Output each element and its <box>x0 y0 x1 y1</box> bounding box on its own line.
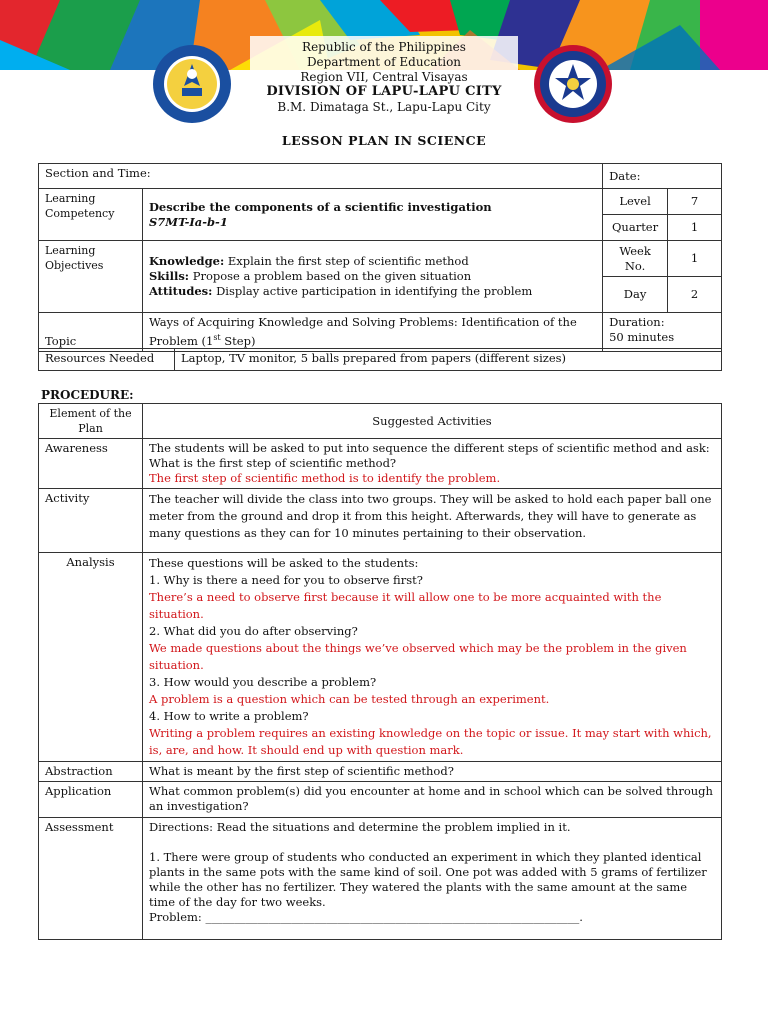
attitudes-label: Attitudes: <box>148 284 213 298</box>
header-division: DIVISION OF LAPU-LAPU CITY <box>266 84 502 99</box>
procedure-table <box>38 403 722 940</box>
level-value: 7 <box>668 189 722 215</box>
assessment-directions: Directions: Read the situations and determine the problem implied in it. <box>149 820 571 834</box>
awareness-label: Awareness <box>39 439 143 489</box>
assessment-item-1: 1. There were group of students who conducted an experiment in which they planted identical plants in the same pots with the same kind of soil. One pot was added with 5 grams of fertilizer while the other has no fertilizer. They watered the plants with the same amount at the same time of the day for two weeks. <box>149 850 707 909</box>
competency-code: S7MT-Ia-b-1 <box>148 214 228 229</box>
analysis-answer-3: A problem is a question which can be tested through an experiment. <box>149 692 550 706</box>
header-region: Region VII, Central Visayas <box>300 70 468 84</box>
problem-label: Problem: <box>149 910 206 924</box>
assessment-label: Assessment <box>39 818 143 940</box>
day-value: 2 <box>668 277 722 313</box>
awareness-cell <box>143 439 722 489</box>
activity-text: The teacher will divide the class into two groups. They will be asked to hold each paper ball one meter from the ground and drop it from this height. Afterwards, they will have to generate as many questions as they can for 10 minutes pertaining to their observation. <box>143 489 722 553</box>
header-republic: Republic of the Philippines <box>302 40 466 54</box>
analysis-intro: These questions will be asked to the students: <box>149 556 419 570</box>
competency-text: Describe the components of a scientific investigation <box>148 199 492 214</box>
analysis-question-2: 2. What did you do after observing? <box>149 624 358 638</box>
assessment-cell <box>143 818 722 940</box>
competency-label: Learning Competency <box>39 189 143 241</box>
day-label: Day <box>603 277 668 313</box>
awareness-answer: The first step of scientific method is to identify the problem. <box>149 471 501 485</box>
topic-sup: st <box>213 333 221 342</box>
analysis-question-1: 1. Why is there a need for you to observe first? <box>149 573 423 587</box>
lesson-info-table <box>38 163 722 352</box>
problem-blank: _________________________________________________________________. <box>205 910 583 924</box>
abstraction-text: What is meant by the first step of scientific method? <box>143 762 722 782</box>
skills-label: Skills: <box>148 269 190 283</box>
topic-cell <box>142 313 602 352</box>
page-title: LESSON PLAN IN SCIENCE <box>281 133 487 148</box>
competency-cell <box>142 189 602 241</box>
duration-value: 50 minutes <box>609 330 675 344</box>
week-label: Week No. <box>603 241 668 277</box>
header-address: B.M. Dimataga St., Lapu-Lapu City <box>277 100 491 114</box>
procedure-heading: PROCEDURE: <box>41 388 134 402</box>
analysis-question-3: 3. How would you describe a problem? <box>149 675 377 689</box>
level-label: Level <box>603 189 668 215</box>
resources-label: Resources Needed <box>39 349 175 371</box>
analysis-question-4: 4. How to write a problem? <box>149 709 309 723</box>
analysis-answer-4: Writing a problem requires an existing knowledge on the topic or issue. It may start with which, is, are, and how. It should end up with question mark. <box>149 726 712 757</box>
quarter-value: 1 <box>668 215 722 241</box>
analysis-answer-1: There’s a need to observe first because it will allow one to be more acquainted with the situation. <box>149 590 662 621</box>
header-department: Department of Education <box>306 55 462 69</box>
section-time-label: Section and Time: <box>39 164 603 189</box>
knowledge-text: Explain the first step of scientific method <box>227 254 469 268</box>
resources-table <box>38 348 722 371</box>
topic-text-a: Ways of Acquiring Knowledge and Solving Problems: Identification of the Problem (1 <box>148 315 577 348</box>
awareness-text: The students will be asked to put into sequence the different steps of scientific method and ask: What is the first step of scientific method? <box>149 441 710 470</box>
analysis-answer-2: We made questions about the things we’ve observed which may be the problem in the given situation. <box>149 641 687 672</box>
knowledge-label: Knowledge: <box>148 254 225 268</box>
objectives-cell <box>142 241 602 313</box>
week-value: 1 <box>668 241 722 277</box>
objectives-label: Learning Objectives <box>39 241 143 313</box>
skills-text: Propose a problem based on the given situation <box>192 269 472 283</box>
analysis-cell <box>143 553 722 762</box>
abstraction-label: Abstraction <box>39 762 143 782</box>
application-text: What common problem(s) did you encounter at home and in school which can be solved through an investigation? <box>143 782 722 818</box>
topic-label: Topic <box>39 313 143 352</box>
analysis-label: Analysis <box>39 553 143 762</box>
date-label: Date: <box>603 164 722 189</box>
col-activities-header: Suggested Activities <box>143 404 722 439</box>
duration-label: Duration: <box>609 315 665 329</box>
topic-text-b: Step) <box>220 333 256 348</box>
activity-label: Activity <box>39 489 143 553</box>
duration-cell <box>603 313 722 352</box>
resources-text: Laptop, TV monitor, 5 balls prepared from papers (different sizes) <box>175 349 722 371</box>
col-element-header: Element of the Plan <box>39 404 143 439</box>
attitudes-text: Display active participation in identifying the problem <box>216 284 533 298</box>
quarter-label: Quarter <box>603 215 668 241</box>
application-label: Application <box>39 782 143 818</box>
